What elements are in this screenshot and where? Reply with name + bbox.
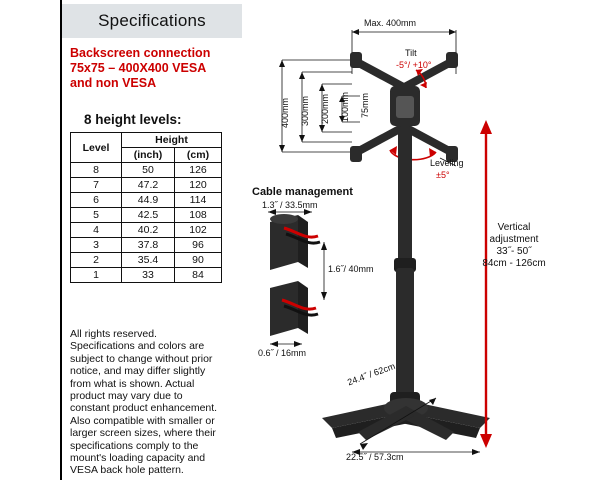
cell-inch: 40.2	[122, 223, 175, 238]
cell-inch: 47.2	[122, 178, 175, 193]
column-header-height: Height	[122, 133, 222, 148]
column-header-inch: (inch)	[122, 148, 175, 163]
label-cable-management: Cable management	[252, 186, 353, 198]
table-row	[71, 193, 222, 208]
label-tilt: Tilt	[405, 48, 417, 58]
cell-level: 8	[71, 163, 122, 178]
cell-inch: 44.9	[122, 193, 175, 208]
cell-cm: 126	[175, 163, 222, 178]
cell-level: 1	[71, 268, 122, 283]
cell-cm: 120	[175, 178, 222, 193]
vertical-adjustment-line-2: adjustment	[489, 234, 539, 245]
cell-inch: 37.8	[122, 238, 175, 253]
height-levels-table	[70, 132, 222, 283]
label-max-width: Max. 400mm	[364, 18, 417, 28]
table-row	[71, 268, 222, 283]
table-row	[71, 253, 222, 268]
specifications-header	[62, 4, 242, 38]
label-base-width: 22.5˝ / 57.3cm	[346, 452, 404, 462]
page-title: Specifications	[98, 11, 206, 30]
cell-inch: 35.4	[122, 253, 175, 268]
product-diagram	[240, 0, 600, 480]
cell-level: 3	[71, 238, 122, 253]
cell-cm: 90	[175, 253, 222, 268]
cell-inch: 33	[122, 268, 175, 283]
label-vesa-300: 300mm	[300, 95, 310, 126]
label-cable-height: 1.6˝/ 40mm	[328, 264, 374, 274]
table-row	[71, 208, 222, 223]
cell-inch: 50	[122, 163, 175, 178]
backscreen-line-3: and non VESA	[70, 76, 157, 90]
vertical-adjustment-line-1: Vertical	[497, 222, 531, 233]
label-vesa-100: 100mm	[340, 91, 350, 122]
table-row	[71, 238, 222, 253]
table-row	[71, 223, 222, 238]
label-vesa-200: 200mm	[320, 93, 330, 124]
label-base-depth: 24.4˝ / 62cm	[346, 360, 397, 388]
table-header-row	[71, 133, 222, 148]
backscreen-line-2: 75x75 – 400X400 VESA	[70, 61, 207, 75]
label-vertical-adjustment	[474, 222, 554, 270]
cell-cm: 102	[175, 223, 222, 238]
cell-level: 6	[71, 193, 122, 208]
cell-cm: 96	[175, 238, 222, 253]
vertical-adjustment-line-3: 33˝- 50˝	[496, 246, 532, 257]
label-leveling-value: ±5°	[436, 170, 450, 180]
column-header-cm: (cm)	[175, 148, 222, 163]
vertical-adjustment-line-4: 84cm - 126cm	[482, 258, 546, 269]
cell-level: 7	[71, 178, 122, 193]
backscreen-line-1: Backscreen connection	[70, 46, 211, 60]
cell-level: 2	[71, 253, 122, 268]
label-leveling: Leveling	[430, 158, 464, 168]
left-divider	[60, 0, 62, 480]
legal-disclaimer: All rights reserved. Specifications and colors are subject to change without prior notice, and may differ slightly from what is shown. Actual product may vary due to constant product enhancement. Also compatible with smaller or larger screen sizes, where their specifications comply to the mount's loading capacity and VESA back hole pattern.	[70, 328, 218, 477]
cell-level: 5	[71, 208, 122, 223]
height-levels-title: 8 height levels:	[84, 112, 182, 127]
cell-cm: 114	[175, 193, 222, 208]
cell-inch: 42.5	[122, 208, 175, 223]
label-cable-top: 1.3˝ / 33.5mm	[262, 200, 318, 210]
label-tilt-value: -5°/ +10°	[396, 60, 432, 70]
column-header-level: Level	[71, 133, 122, 163]
cell-cm: 108	[175, 208, 222, 223]
table-row	[71, 178, 222, 193]
label-vesa-75: 75mm	[360, 92, 370, 118]
label-vesa-400: 400mm	[280, 97, 290, 128]
label-cable-bottom: 0.6˝ / 16mm	[258, 348, 307, 358]
cell-level: 4	[71, 223, 122, 238]
cell-cm: 84	[175, 268, 222, 283]
table-row	[71, 163, 222, 178]
